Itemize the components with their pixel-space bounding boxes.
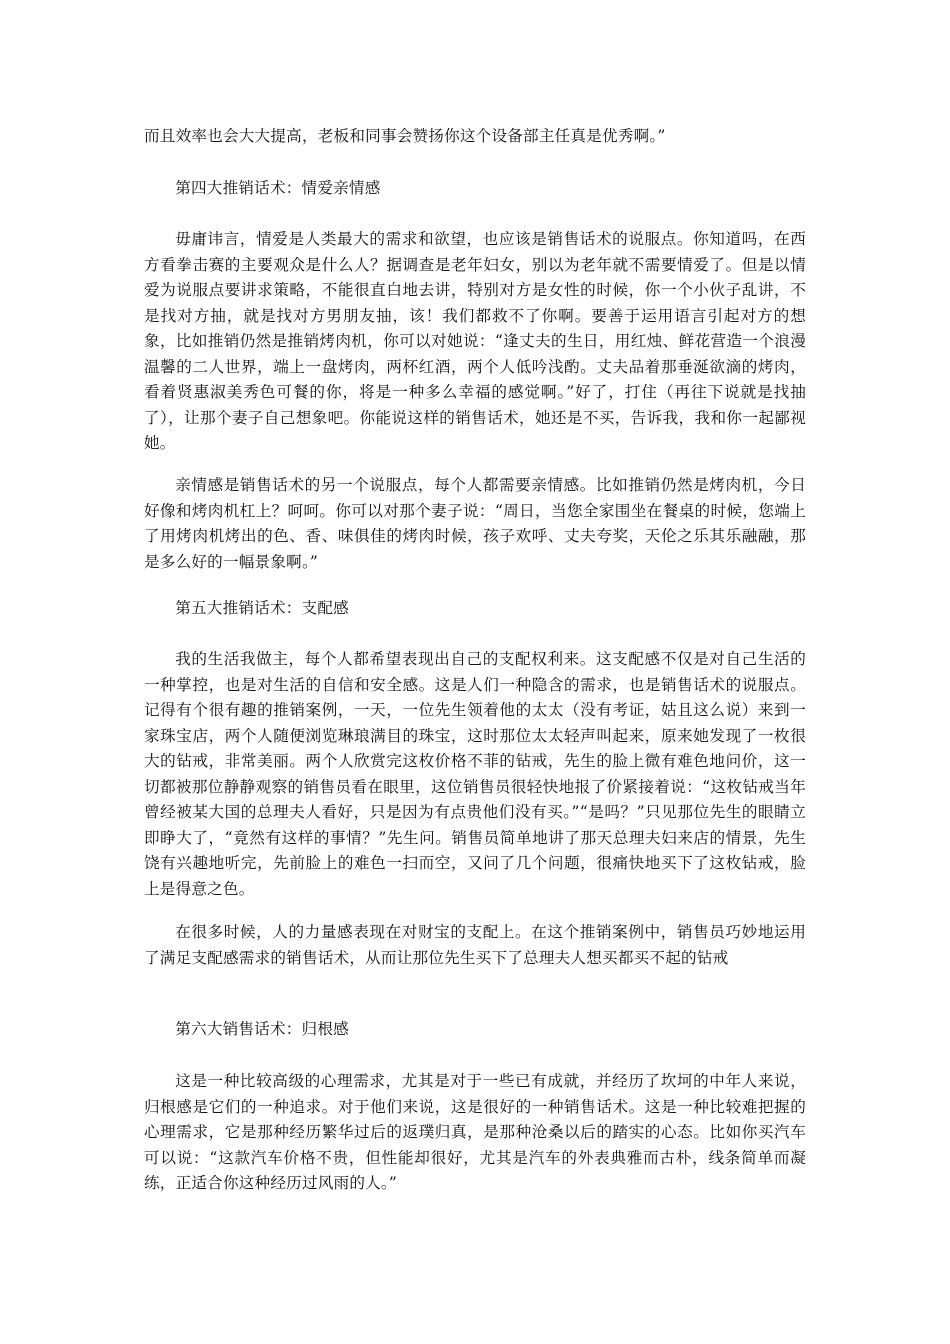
section-heading-5: 第五大推销话术：支配感 — [175, 599, 349, 617]
section-heading-6: 第六大销售话术：归根感 — [175, 1020, 349, 1038]
section-heading-4: 第四大推销话术：情爱亲情感 — [175, 179, 381, 197]
paragraph-dominance: 我的生活我做主，每个人都希望表现出自己的支配权利来。这支配感不仅是对自己生活的一种掌控，也是对生活的自信和安全感。这是人们一种隐含的需求，也是销售话术的说服点。记得有个很有趣的推销案例，一天，一位先生领着他的太太（没有考证，姑且这么说）来到一家珠宝店，两个人随便浏览琳琅满目的珠宝，这时那位太太轻声叫起来，原来她发现了一枚很大的钻戒，非常美丽。两个人欣赏完这枚价格不菲的钻戒，先生的脸上微有难色地问价，这一切都被那位静静观察的销售员看在眼里，这位销售员很轻快地报了价紧接着说：“这枚钻戒当年曾经被某大国的总理夫人看好，只是因为有点贵他们没有买。”“是吗？”只见那位先生的眼睛立即睁大了，“竟然有这样的事情？”先生问。销售员简单地讲了那天总理夫妇来店的情景，先生饶有兴趣地听完，先前脸上的难色一扫而空，又问了几个问题，很痛快地买下了这枚钻戒，脸上是得意之色。 — [144, 650, 806, 898]
paragraph-love-emotion: 毋庸讳言，情爱是人类最大的需求和欲望，也应该是销售话术的说服点。你知道吗，在西方看拳击赛的主要观众是什么人？据调查是老年妇女，别以为老年就不需要情爱了。但是以情爱为说服点要讲求策略，不能很直白地去讲，特别对方是女性的时候，你一个小伙子乱讲，不是找对方抽，就是找对方男朋友抽，该！我们都救不了你啊。要善于运用语言引起对方的想象，比如推销仍然是推销烤肉机，你可以对她说：“逢丈夫的生日，用红烛、鲜花营造一个浪漫温馨的二人世界，端上一盘烤肉，两杯红酒，两个人低吟浅酌。丈夫品着那垂涎欲滴的烤肉，看着贤惠淑美秀色可餐的你，将是一种多么幸福的感觉啊。”好了，打住（再往下说就是找抽了），让那个妻子自己想象吧。你能说这样的销售话术，她还是不买，告诉我，我和你一起鄙视她。 — [144, 230, 806, 452]
paragraph-power: 在很多时候，人的力量感表现在对财宝的支配上。在这个推销案例中，销售员巧妙地运用了满足支配感需求的销售话术，从而让那位先生买下了总理夫人想买都买不起的钻戒 — [144, 923, 806, 967]
paragraph-family-emotion: 亲情感是销售话术的另一个说服点，每个人都需要亲情感。比如推销仍然是烤肉机，今日好像和烤肉机杠上？呵呵。你可以对那个妻子说：“周日，当您全家围坐在餐桌的时候，您端上了用烤肉机烤出的色、香、味俱佳的烤肉时候，孩子欢呼、丈夫夸奖，天伦之乐其乐融融，那是多么好的一幅景象啊。” — [144, 476, 806, 571]
paragraph-belonging: 这是一种比较高级的心理需求，尤其是对于一些已有成就，并经历了坎坷的中年人来说，归根感是它们的一种追求。对于他们来说，这是很好的一种销售话术。这是一种比较难把握的心理需求，它是那种经历繁华过后的返璞归真，是那种沧桑以后的踏实的心态。比如你买汽车可以说：“这款汽车价格不贵，但性能却很好，尤其是汽车的外表典雅而古朴，线条简单而凝练，正适合你这种经历过风雨的人。” — [144, 1072, 806, 1192]
paragraph-continuation: 而且效率也会大大提高，老板和同事会赞扬你这个设备部主任真是优秀啊。” — [144, 127, 666, 145]
